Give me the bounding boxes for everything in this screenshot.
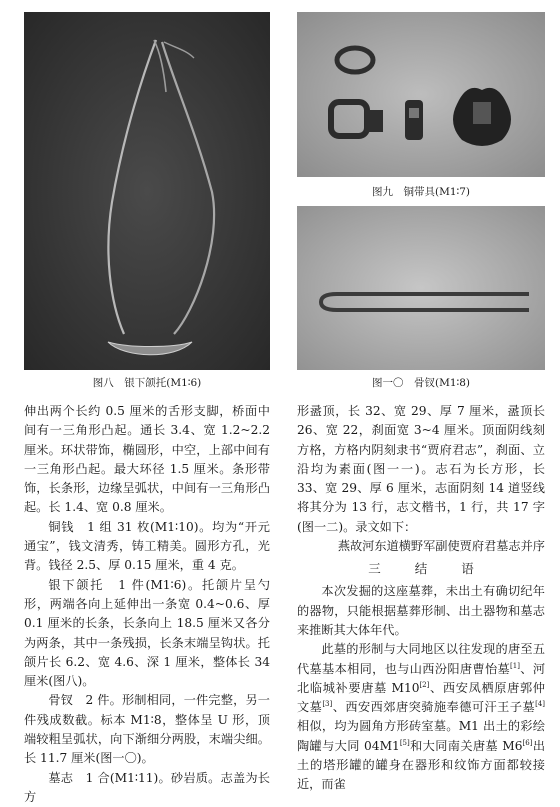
paragraph-coins: 铜钱 1 组 31 枚(M1∶10)。均为“开元通宝”，钱文清秀，铸工精美。圆形方孔，光背。钱径 2.5、厚 0.15 厘米，重 4 克。 [24,519,270,573]
section-heading: 三 结 语 [368,561,489,577]
fig8-photo [24,12,270,370]
left-column [24,402,270,807]
comparison-text-e: 相似，均为圆角方形砖室墓。M1 出土的彩绘陶罐与大同 04M1 [297,719,545,753]
ref-6: [6] [522,738,533,747]
comparison-text-f: 和大同南关唐墓 M6 [409,738,523,753]
fig9-caption: 图九 铜带具(M1∶7) [371,186,471,198]
comparison-text-c: 、西安凤栖原唐郭仲文墓 [297,680,545,715]
paragraph-comparison [297,640,545,794]
paragraph-epitaph: 墓志 1 合(M1∶11)。砂岩质。志盖为长方 [24,770,270,804]
ref-3: [3] [322,700,333,709]
ref-4: [4] [535,700,546,709]
bone-hairpin-image [297,206,545,370]
ref-2: [2] [419,680,430,689]
paragraph-intro: 本次发掘的这座墓葬，未出土有确切纪年的器物，只能根据墓葬形制、出土器物和墓志来推断其大体年代。 [297,584,545,637]
comparison-text-b: 、河北临城补要唐墓 M10 [297,661,546,695]
comparison-text-g: 出土的塔形罐的罐身在器形和纹饰方面都较接近，而雀 [297,738,546,792]
ref-1: [1] [510,661,520,670]
silver-jaw-support-image [24,12,270,370]
right-column [297,402,545,795]
inscription-title: 燕故河东道横野军副使贾府君墓志并序 [337,539,545,554]
paragraph-hairpin: 骨钗 2 件。形制相同，一件完整，另一件残成数截。标本 M1∶8，整体呈 U 形，顶端较粗呈弧状，向下渐细分两股，末端尖细。长 11.7 厘米(图一〇)。 [24,693,270,766]
fig8-caption: 图八 银下颌托(M1∶6) [92,377,202,389]
fig10-caption: 图一〇 骨钗(M1∶8) [371,377,471,389]
paragraph-belt-fittings: 伸出两个长约 0.5 厘米的舌形支脚，桥面中间有一三角形凸起。通长 3.4、宽 1.2~2.2 厘米。环状带饰，椭圆形，中空，上部中间有一三角形凸起。最大环径 1.5 厘米。条形带饰，长条形，边缘呈弧状，中间有一三角形凸起。长 1.4、宽 0.8 厘米。 [24,404,270,515]
comparison-text-a: 此墓的形制与大同地区以往发现的唐至五代墓基本相同，也与山西汾阳唐曹怡墓 [297,642,545,676]
ref-5: [5] [399,738,410,747]
comparison-text-d: 、西安西郊唐突骑施奉德可汗王子墓 [332,700,536,715]
fig9-photo [297,12,545,177]
bronze-belt-fittings-image [297,12,545,177]
paragraph-jaw-support: 银下颌托 1 件(M1∶6)。托颌片呈勺形，两端各向上延伸出一条宽 0.4~0.6、厚 0.1 厘米的长条，长条向上 18.5 厘米又各分为两条，其中一条残损，长条末端呈钩状。托颌片长 6.2、宽 4.6、深 1 厘米，整体长 34 厘米(图八)。 [24,577,270,689]
paragraph-epitaph-cont: 形盝顶，长 32、宽 29、厚 7 厘米，盝顶长 26、宽 22，刹面宽 3~4 厘米。顶面阴线刻方格，方格内阴刻隶书“贾府君志”，刹面、立沿均为素面(图一一)。志石为长方形，长 33、宽 29、厚 6 厘米，志面阴刻 14 道竖线将其分为 13 行，志文楷书，1 行，共 17 字(图一二)。录文如下： [297,404,545,534]
fig10-photo [297,206,545,370]
